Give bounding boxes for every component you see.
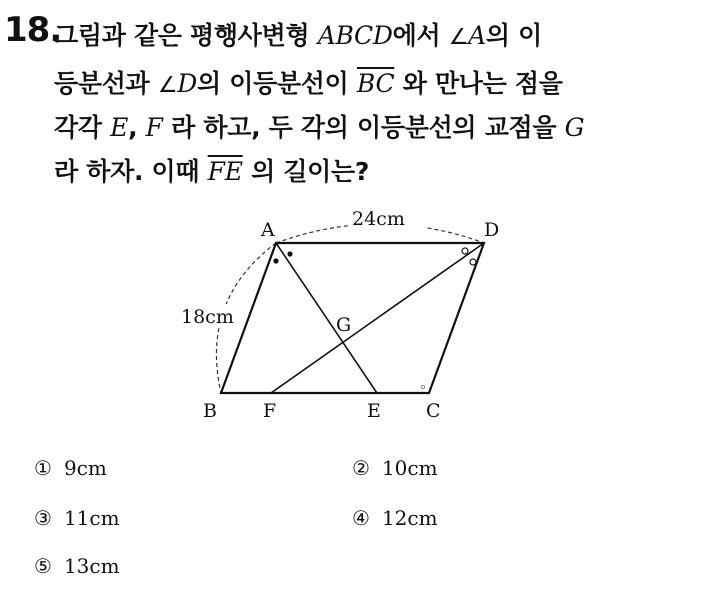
- choice-5[interactable]: [34, 554, 120, 578]
- choice-marker: ②: [352, 456, 370, 480]
- choice-4[interactable]: [352, 506, 438, 530]
- math-point-g: G: [564, 113, 585, 142]
- angle-symbol: ∠: [448, 25, 469, 50]
- angle-mark-d-circle: [470, 259, 476, 265]
- left-length-label: 18cm: [181, 306, 234, 328]
- question-text: 의 이등분선이: [197, 69, 357, 98]
- math-parallelogram-abcd: ABCD: [317, 21, 393, 50]
- question-text: 라 하고, 두 각의 이등분선의 교점을: [162, 113, 565, 142]
- choice-text: 10cm: [381, 456, 438, 480]
- choice-1[interactable]: [34, 456, 107, 480]
- vertex-label-f: F: [263, 400, 277, 422]
- choice-text: 9cm: [63, 456, 107, 480]
- vertex-label-c: C: [426, 400, 441, 422]
- question-number: 18.: [4, 10, 62, 50]
- math-point-f: F: [145, 113, 163, 142]
- bisector-a-e: [276, 243, 377, 393]
- question-line-1: [54, 16, 542, 52]
- math-segment-bc: $\overline{BC}$: [356, 69, 395, 98]
- angle-mark-d-circle: [462, 248, 468, 254]
- choice-text: 12cm: [381, 506, 438, 530]
- corner-mark-c: [421, 385, 424, 388]
- choice-marker: ④: [352, 506, 370, 530]
- question-text: 에서: [392, 21, 449, 50]
- choice-text: 13cm: [63, 554, 120, 578]
- vertex-label-g: G: [336, 314, 352, 336]
- parallelogram-figure: [170, 200, 530, 430]
- choice-marker: ⑤: [34, 554, 52, 578]
- choice-text: 11cm: [63, 506, 120, 530]
- question-text: 각각: [54, 113, 111, 142]
- angle-mark-a-dot: [287, 251, 292, 256]
- question-text: 등분선과: [54, 69, 158, 98]
- choice-2[interactable]: [352, 456, 438, 480]
- choice-marker: ③: [34, 506, 52, 530]
- choice-marker: ①: [34, 456, 52, 480]
- top-length-label: 24cm: [352, 208, 405, 230]
- bisector-d-f: [271, 243, 484, 393]
- question-line-3: [54, 108, 584, 144]
- math-point-a: A: [468, 21, 486, 50]
- angle-mark-a-dot: [273, 258, 278, 263]
- vertex-label-a: A: [261, 219, 275, 241]
- angle-symbol: ∠: [157, 73, 178, 98]
- math-point-d: D: [177, 69, 197, 98]
- question-line-2: [54, 64, 563, 100]
- choice-3[interactable]: [34, 506, 120, 530]
- question-text: 와 만나는 점을: [394, 69, 563, 98]
- parallelogram-abcd: [221, 243, 484, 393]
- vertex-label-b: B: [203, 400, 217, 422]
- math-point-e: E: [110, 113, 129, 142]
- question-text: 라 하자. 이때: [54, 157, 208, 186]
- question-text: ,: [128, 113, 146, 142]
- vertex-label-d: D: [484, 219, 500, 241]
- question-text: 그림과 같은 평행사변형: [54, 21, 318, 50]
- math-segment-fe: $\overline{FE}$: [207, 157, 243, 186]
- vertex-label-e: E: [367, 400, 381, 422]
- question-text: 의 길이는?: [242, 157, 370, 186]
- question-text: 의 이: [485, 21, 543, 50]
- question-line-4: [54, 152, 369, 188]
